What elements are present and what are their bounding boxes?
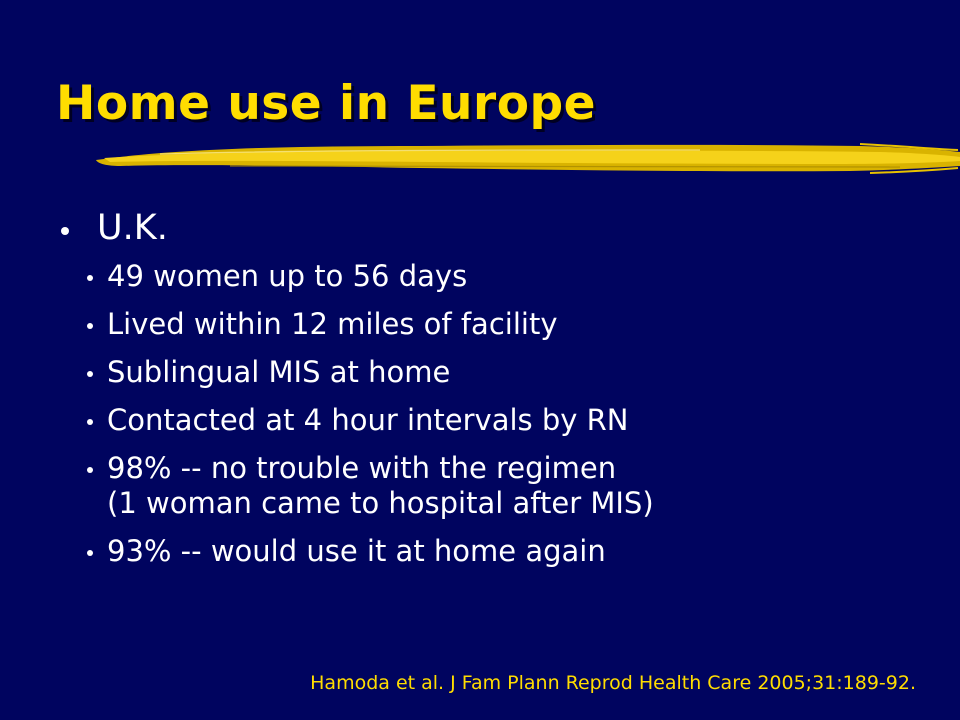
sub-bullet: [69, 259, 654, 294]
sub-bullet-text: 49 women up to 56 days: [107, 259, 468, 293]
bullet-dot-icon: [61, 227, 69, 235]
citation: Hamoda et al. J Fam Plann Reprod Health Care 2005;31:189-92.: [310, 672, 916, 694]
sub-bullet-dot-icon: [87, 323, 93, 329]
sub-bullet: [69, 451, 654, 521]
sub-bullet-dot-icon: [87, 275, 93, 281]
sub-bullet-list: [69, 259, 654, 569]
sub-bullet-text: Sublingual MIS at home: [107, 355, 451, 389]
sub-bullet: [69, 355, 654, 390]
sub-bullet: [69, 534, 654, 569]
sub-bullet-dot-icon: [87, 467, 93, 473]
bullet-label: U.K.: [97, 208, 168, 248]
sub-bullet-dot-icon: [87, 371, 93, 377]
sub-bullet-text: 93% -- would use it at home again: [107, 534, 606, 568]
bullet-uk: [60, 200, 654, 569]
bullet-list: [60, 200, 654, 582]
sub-bullet-dot-icon: [87, 419, 93, 425]
sub-bullet-dot-icon: [87, 550, 93, 556]
sub-bullet-text: Contacted at 4 hour intervals by RN: [107, 403, 629, 437]
sub-bullet-text: 98% -- no trouble with the regimen: [107, 451, 617, 485]
sub-bullet-text-continuation: (1 woman came to hospital after MIS): [107, 486, 654, 520]
sub-bullet-text: Lived within 12 miles of facility: [107, 307, 558, 341]
sub-bullet: [69, 307, 654, 342]
sub-bullet: [69, 403, 654, 438]
slide-title: Home use in Europe: [56, 76, 596, 131]
